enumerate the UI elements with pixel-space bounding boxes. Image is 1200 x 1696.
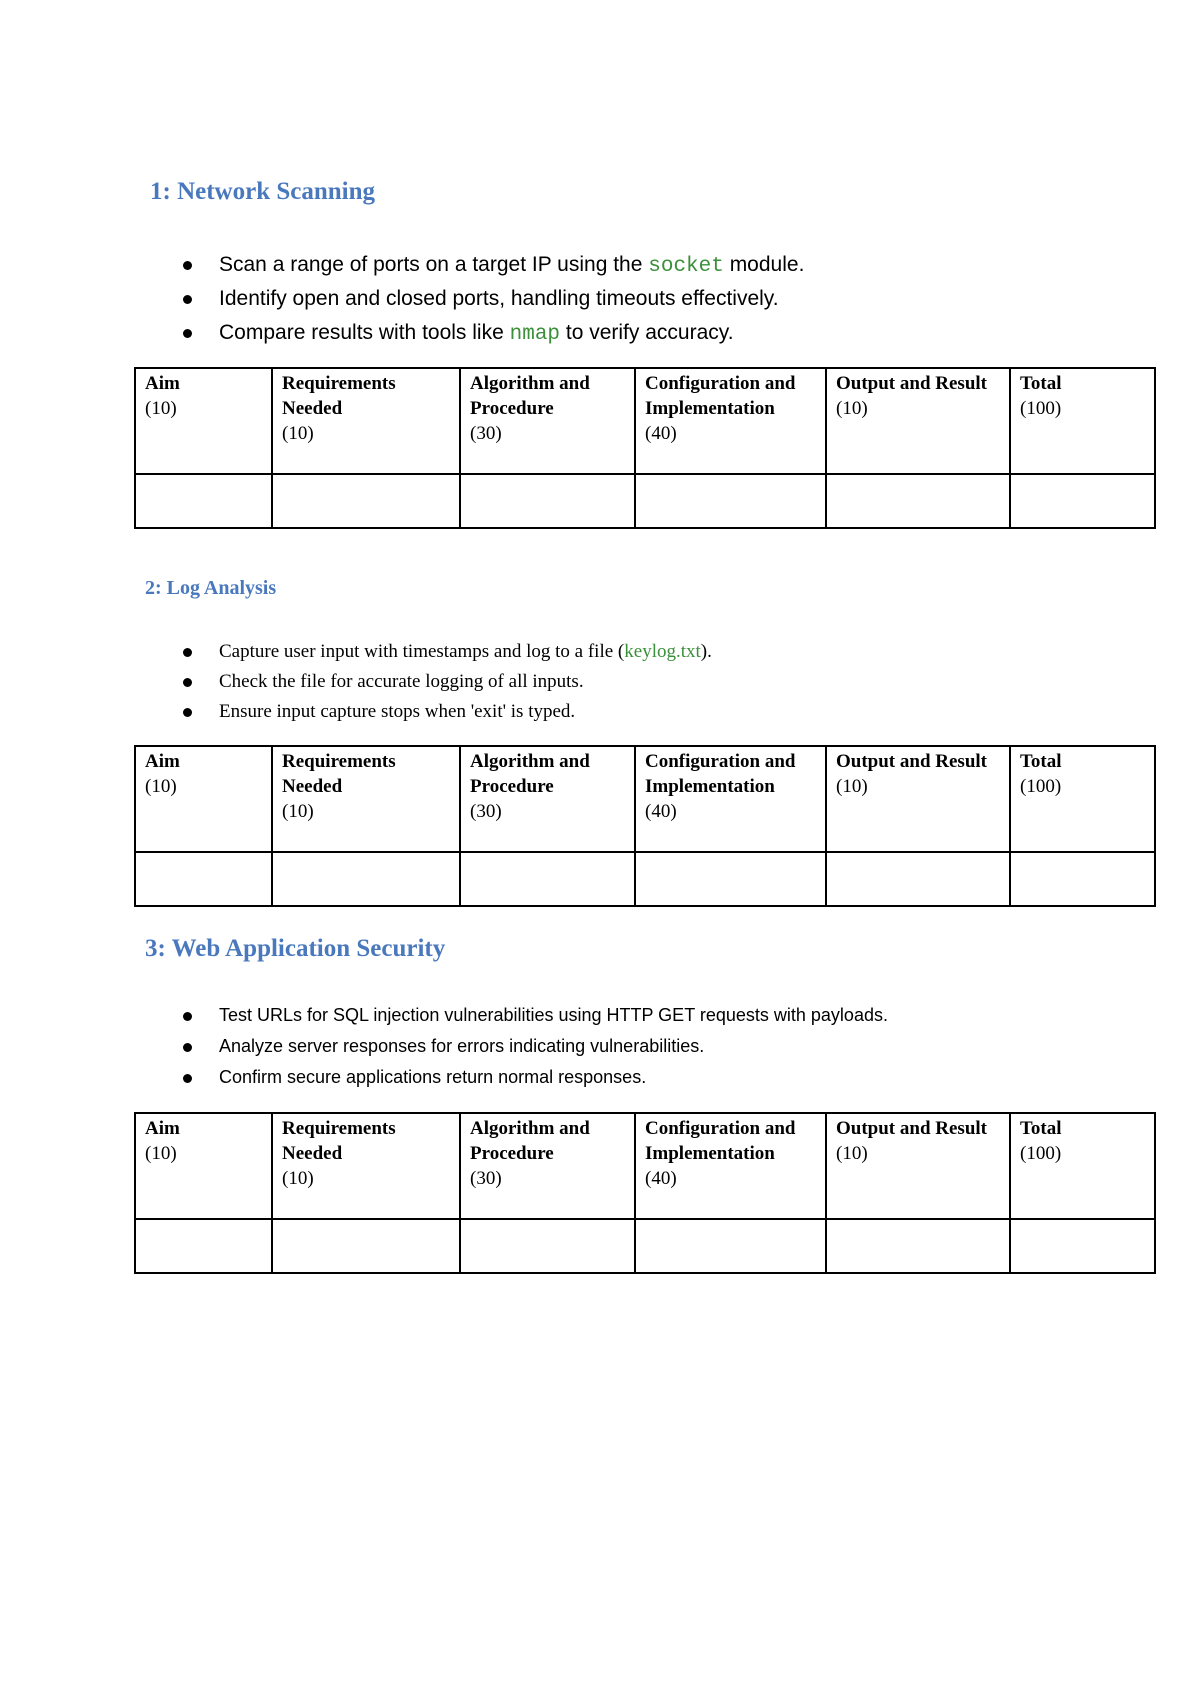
score-cell-algorithm[interactable] xyxy=(460,852,635,906)
header-cell-requirements: Requirements Needed (10) xyxy=(272,746,460,852)
table-row xyxy=(135,852,1155,906)
score-cell-algorithm[interactable] xyxy=(460,1219,635,1273)
list-item xyxy=(183,316,804,350)
header-cell-output: Output and Result (10) xyxy=(826,1113,1010,1219)
list-item-text-part: Confirm secure applications return normal responses. xyxy=(219,1067,647,1087)
header-cell-total: Total (100) xyxy=(1010,746,1155,852)
header-cell-output: Output and Result (10) xyxy=(826,368,1010,474)
list-item xyxy=(183,1031,888,1062)
list-item-text-part: Identify open and closed ports, handling timeouts effectively. xyxy=(219,287,779,310)
table-header-row xyxy=(135,746,1155,852)
bullet-list xyxy=(183,1000,888,1093)
list-item xyxy=(183,282,804,316)
bullet-icon xyxy=(183,329,192,338)
table-row xyxy=(135,474,1155,528)
grading-table xyxy=(134,1112,1156,1274)
list-item-text-part: module. xyxy=(723,253,805,276)
score-cell-algorithm[interactable] xyxy=(460,474,635,528)
score-cell-configuration[interactable] xyxy=(635,474,826,528)
header-cell-total: Total (100) xyxy=(1010,1113,1155,1219)
bullet-icon xyxy=(183,261,192,270)
grading-table xyxy=(134,367,1156,529)
table-row xyxy=(135,1219,1155,1273)
header-cell-configuration: Configuration and Implementation (40) xyxy=(635,1113,826,1219)
table-header-row xyxy=(135,368,1155,474)
score-cell-aim[interactable] xyxy=(135,852,272,906)
header-cell-aim: Aim (10) xyxy=(135,746,272,852)
list-item-text-part: Analyze server responses for errors indicating vulnerabilities. xyxy=(219,1036,705,1056)
grading-table xyxy=(134,745,1156,907)
list-item xyxy=(183,1000,888,1031)
bullet-icon xyxy=(183,1012,192,1021)
bullet-list xyxy=(183,637,712,727)
header-cell-algorithm: Algorithm and Procedure (30) xyxy=(460,746,635,852)
header-cell-total: Total (100) xyxy=(1010,368,1155,474)
score-cell-configuration[interactable] xyxy=(635,852,826,906)
score-cell-aim[interactable] xyxy=(135,474,272,528)
header-cell-requirements: Requirements Needed (10) xyxy=(272,368,460,474)
score-cell-requirements[interactable] xyxy=(272,1219,460,1273)
header-cell-aim: Aim (10) xyxy=(135,368,272,474)
score-cell-configuration[interactable] xyxy=(635,1219,826,1273)
list-item-text-part: Check the file for accurate logging of all inputs. xyxy=(219,671,584,692)
list-item-text-part: Capture user input with timestamps and log to a file ( xyxy=(219,641,625,662)
score-cell-requirements[interactable] xyxy=(272,852,460,906)
score-cell-aim[interactable] xyxy=(135,1219,272,1273)
score-cell-output[interactable] xyxy=(826,852,1010,906)
score-cell-total[interactable] xyxy=(1010,852,1155,906)
header-cell-requirements: Requirements Needed (10) xyxy=(272,1113,460,1219)
code-inline: nmap xyxy=(509,323,561,346)
bullet-icon xyxy=(183,295,192,304)
list-item xyxy=(183,248,804,282)
header-cell-output: Output and Result (10) xyxy=(826,746,1010,852)
header-cell-configuration: Configuration and Implementation (40) xyxy=(635,746,826,852)
filename-inline: keylog.txt xyxy=(624,641,701,662)
section-heading: 1: Network Scanning xyxy=(150,178,376,205)
list-item-text-part: to verify accuracy. xyxy=(560,321,734,344)
list-item-text-part: ). xyxy=(700,641,712,662)
bullet-icon xyxy=(183,1074,192,1083)
list-item-text-part: Scan a range of ports on a target IP using the xyxy=(219,253,649,276)
list-item xyxy=(183,697,712,727)
bullet-icon xyxy=(183,648,192,657)
section-heading: 3: Web Application Security xyxy=(145,935,446,962)
list-item xyxy=(183,1062,888,1093)
list-item-text-part: Ensure input capture stops when 'exit' is typed. xyxy=(219,701,576,722)
header-cell-algorithm: Algorithm and Procedure (30) xyxy=(460,368,635,474)
header-cell-algorithm: Algorithm and Procedure (30) xyxy=(460,1113,635,1219)
header-cell-aim: Aim (10) xyxy=(135,1113,272,1219)
bullet-icon xyxy=(183,1043,192,1052)
score-cell-output[interactable] xyxy=(826,1219,1010,1273)
header-cell-configuration: Configuration and Implementation (40) xyxy=(635,368,826,474)
table-header-row xyxy=(135,1113,1155,1219)
list-item xyxy=(183,667,712,697)
score-cell-total[interactable] xyxy=(1010,1219,1155,1273)
score-cell-total[interactable] xyxy=(1010,474,1155,528)
bullet-icon xyxy=(183,708,192,717)
list-item xyxy=(183,637,712,667)
section-heading: 2: Log Analysis xyxy=(145,577,277,599)
code-inline: socket xyxy=(648,255,724,278)
score-cell-requirements[interactable] xyxy=(272,474,460,528)
list-item-text-part: Test URLs for SQL injection vulnerabilities using HTTP GET requests with payloads. xyxy=(219,1005,888,1025)
score-cell-output[interactable] xyxy=(826,474,1010,528)
bullet-icon xyxy=(183,678,192,687)
bullet-list xyxy=(183,248,804,350)
list-item-text-part: Compare results with tools like xyxy=(219,321,510,344)
